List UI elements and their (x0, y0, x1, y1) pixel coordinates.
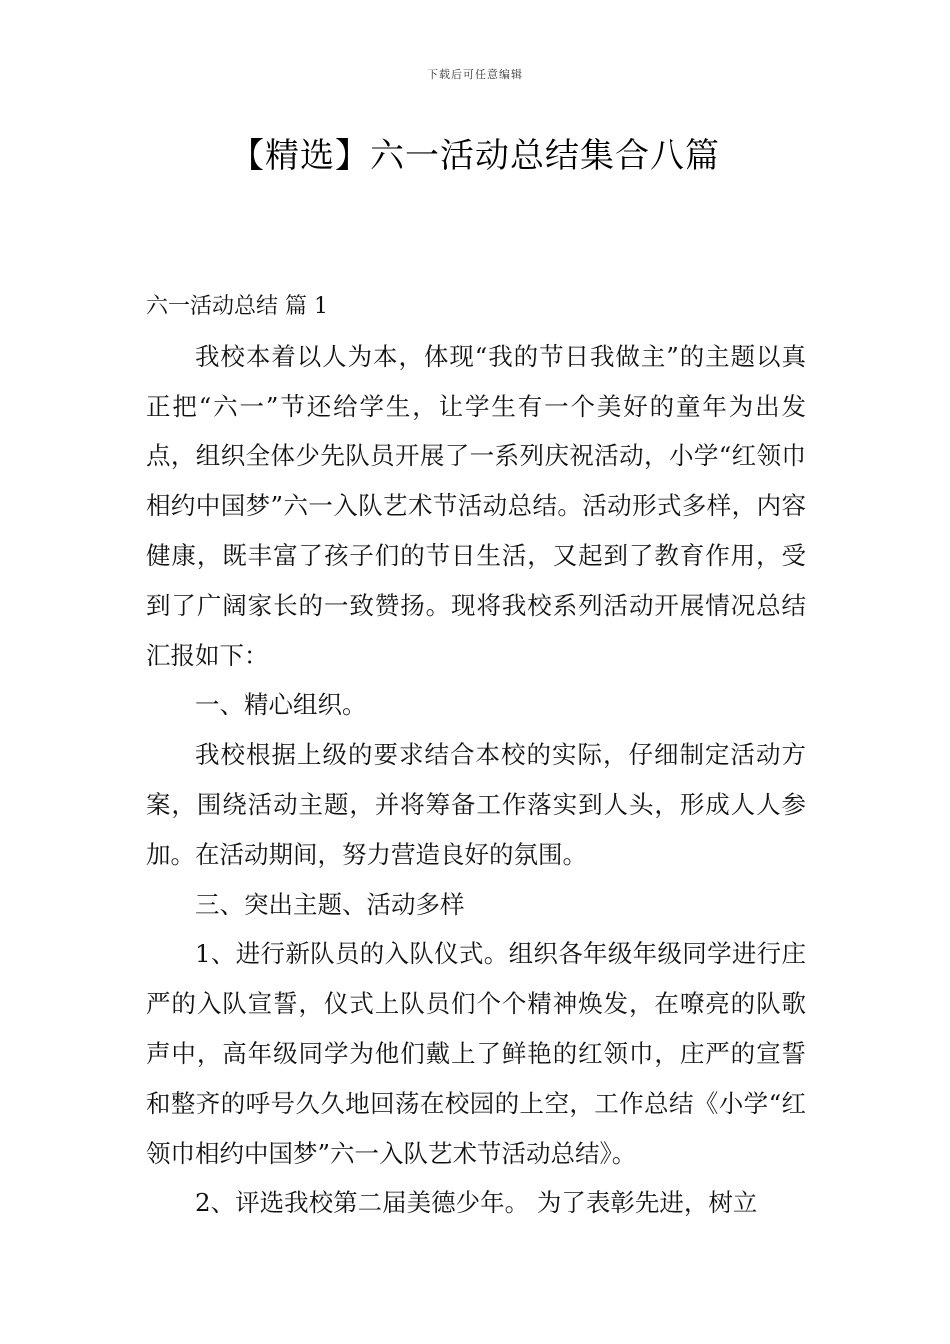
paragraph-virtue-selection: 2、评选我校第二届美德少年。 为了表彰先进，树立 (195, 1188, 758, 1218)
document-body (146, 282, 806, 1228)
paragraph-intro: 我校本着以人为本，体现“我的节日我做主”的主题以真正把“六一”节还给学生，让学生有一个美好的童年为出发点，组织全体少先队员开展了一系列庆祝活动，小学“红领巾相约中国梦”六一入队艺术节活动总结。活动形式多样，内容健康，既丰富了孩子们的节日生活，又起到了教育作用，受到了广阔家长的一致赞扬。现将我校系列活动开展情况总结汇报如下： (146, 341, 806, 670)
paragraph-organize: 我校根据上级的要求结合本校的实际，仔细制定活动方案，围绕活动主题，并将筹备工作落实到人头，形成人人参加。在活动期间，努力营造良好的氛围。 (146, 740, 806, 869)
section-heading: 六一活动总结 篇 1 (146, 294, 328, 319)
header-note: 下载后可任意编辑 (427, 68, 523, 81)
paragraph-subheading-organize: 一、精心组织。 (195, 690, 367, 720)
document-title: 【精选】六一活动总结集合八篇 (230, 136, 720, 176)
paragraph-induction-ceremony: 1、进行新队员的入队仪式。组织各年级年级同学进行庄严的入队宣誓，仪式上队员们个个精神焕发，在嘹亮的队歌声中，高年级同学为他们戴上了鲜艳的红领巾，庄严的宣誓和整齐的呼号久久地回荡在校园的上空，工作总结《小学“红领巾相约中国梦”六一入队艺术节活动总结》。 (146, 939, 806, 1168)
paragraph-subheading-theme: 三、突出主题、活动多样 (195, 889, 465, 919)
